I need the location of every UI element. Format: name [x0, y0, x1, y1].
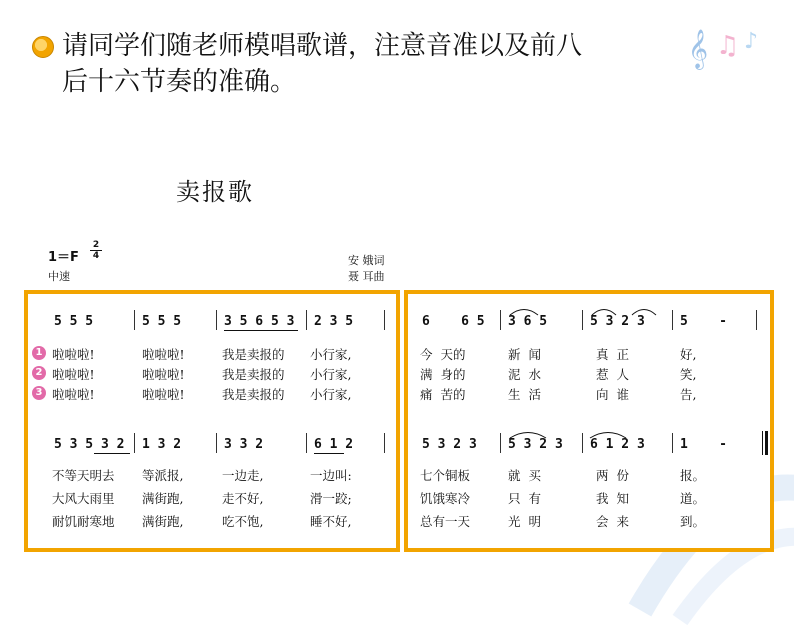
lyric-cell: 啦啦啦!: [142, 367, 185, 382]
lyric-cell: 我是卖报的: [222, 347, 285, 362]
notes-measure: 3 6 5: [508, 314, 548, 329]
time-signature: [90, 240, 102, 261]
instruction-line-1: 请同学们随老师模唱歌谱，注意音准以及前八: [62, 31, 583, 61]
bar-line: [306, 310, 307, 330]
lyric-cell: 痛 苦的: [420, 387, 466, 402]
verse-marker-3: 3: [32, 386, 46, 400]
notes-measure: 1 -: [680, 437, 727, 452]
lyric-cell: 一边走,: [222, 468, 264, 483]
bar-line: [384, 433, 385, 453]
lyric-cell: 我 知: [596, 491, 629, 506]
svg-text:♫: ♫: [716, 31, 740, 61]
bar-line: [672, 310, 673, 330]
notes-measure: 3 5 6 5 3: [224, 314, 295, 329]
lyric-cell: 小行家,: [310, 367, 352, 382]
bar-line: [672, 433, 673, 453]
notes-measure: 5 5 5: [54, 314, 94, 329]
lyric-cell: 小行家,: [310, 387, 352, 402]
notes-measure: 5 3 2 3: [590, 314, 645, 329]
notes-measure: 6 1 2 3: [590, 437, 645, 452]
lyric-cell: 光 明: [508, 514, 541, 529]
slur-marks: [508, 427, 668, 439]
lyric-cell: 好,: [680, 347, 697, 362]
lyric-cell: 满街跑,: [142, 514, 184, 529]
bar-line: [384, 310, 385, 330]
composer-credit: 聂 耳曲: [348, 270, 385, 283]
lyric-cell: 啦啦啦!: [142, 387, 185, 402]
lyric-cell: 向 谁: [596, 387, 629, 402]
bar-line: [500, 310, 501, 330]
lyric-cell: 七个铜板: [420, 468, 471, 483]
lyric-cell: 等派报,: [142, 468, 184, 483]
instruction-text: [62, 28, 662, 100]
lyric-cell: 我是卖报的: [222, 387, 285, 402]
lyric-cell: 道。: [680, 491, 706, 506]
lyric-cell: 告,: [680, 387, 697, 402]
slur-marks: [508, 304, 668, 316]
lyric-cell: 啦啦啦!: [52, 387, 95, 402]
verse-marker-2: 2: [32, 366, 46, 380]
lyric-cell: 饥饿寒冷: [420, 491, 471, 506]
lyric-cell: 只 有: [508, 491, 541, 506]
lyric-cell: 会 来: [596, 514, 629, 529]
lyric-cell: 今 天的: [420, 347, 466, 362]
bar-line: [134, 433, 135, 453]
notes-measure: 5 3 5 3 2: [54, 437, 125, 452]
underline-beam: [314, 453, 344, 454]
lyric-cell: 生 活: [508, 387, 541, 402]
notes-measure: 3 3 2: [224, 437, 264, 452]
bar-line: [216, 310, 217, 330]
notes-measure: 1 3 2: [142, 437, 182, 452]
lyric-cell: 走不好,: [222, 491, 264, 506]
lyric-cell: 耐饥耐寒地: [52, 514, 115, 529]
final-bar-line-thick: [765, 431, 768, 455]
lyric-cell: 到。: [680, 514, 706, 529]
lyric-cell: 新 闻: [508, 347, 541, 362]
lyric-cell: 啦啦啦!: [52, 347, 95, 362]
lyric-cell: 一边叫:: [310, 468, 352, 483]
notes-measure: 6 1 2: [314, 437, 354, 452]
notes-measure: 2 3 5: [314, 314, 354, 329]
svg-text:♪: ♪: [744, 29, 759, 54]
lyric-cell: 大风大雨里: [52, 491, 115, 506]
lyricist-credit: 安 娥词: [348, 254, 385, 267]
lyric-cell: 睡不好,: [310, 514, 352, 529]
bar-line: [306, 433, 307, 453]
bar-line: [756, 310, 757, 330]
lyric-cell: 我是卖报的: [222, 367, 285, 382]
lyric-cell: 滑一跤;: [310, 491, 352, 506]
lyric-cell: 啦啦啦!: [142, 347, 185, 362]
svg-text:𝄞: 𝄞: [688, 29, 709, 69]
notes-measure: 5 3 2 3: [422, 437, 477, 452]
time-signature-bottom: 4: [90, 250, 102, 261]
lyric-cell: 小行家,: [310, 347, 352, 362]
music-notes-icon: [686, 18, 778, 70]
underline-beam: [94, 453, 130, 454]
key-signature: 1＝F: [48, 250, 79, 265]
lyric-cell: 真 正: [596, 347, 629, 362]
lyric-cell: 笑,: [680, 367, 697, 382]
instruction-line-2: 后十六节奏的准确。: [62, 67, 297, 97]
lyric-cell: 满 身的: [420, 367, 466, 382]
lyric-cell: 报。: [680, 468, 706, 483]
lyric-cell: 就 买: [508, 468, 541, 483]
verse-marker-1: 1: [32, 346, 46, 360]
notes-measure: 5 -: [680, 314, 727, 329]
notes-measure: 5 5 5: [142, 314, 182, 329]
bar-line: [216, 433, 217, 453]
underline-beam: [224, 330, 298, 331]
notes-measure: 6 6 5: [422, 314, 485, 329]
lyric-cell: 满街跑,: [142, 491, 184, 506]
lyric-cell: 不等天明去: [52, 468, 115, 483]
lyric-cell: 惹 人: [596, 367, 629, 382]
lyric-cell: 总有一天: [420, 514, 471, 529]
final-bar-line-thin: [762, 431, 763, 455]
lyric-cell: 吃不饱,: [222, 514, 264, 529]
notes-measure: 5 3 2 3: [508, 437, 563, 452]
bar-line: [134, 310, 135, 330]
tempo-marking: 中速: [48, 270, 70, 283]
lyric-cell: 啦啦啦!: [52, 367, 95, 382]
lyric-cell: 泥 水: [508, 367, 541, 382]
bar-line: [500, 433, 501, 453]
bullet-icon: [32, 36, 54, 58]
time-signature-top: 2: [92, 240, 100, 250]
song-title: 卖报歌: [176, 178, 254, 206]
lyric-cell: 两 份: [596, 468, 629, 483]
